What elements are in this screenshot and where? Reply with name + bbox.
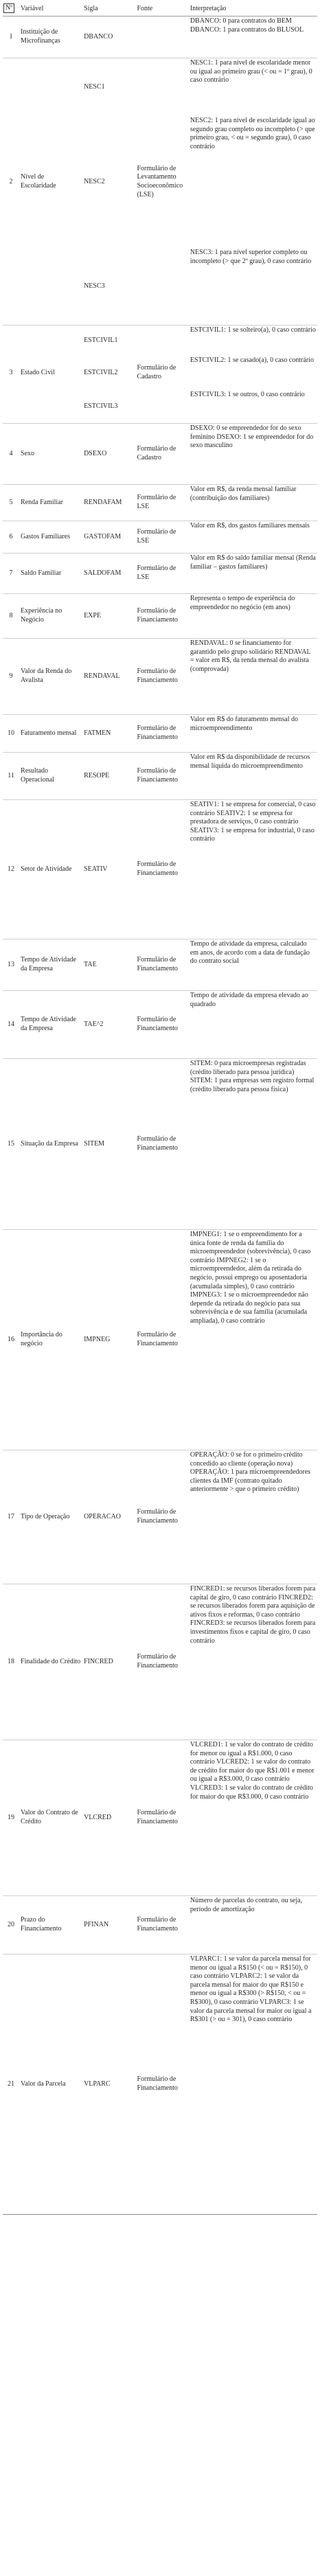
- row-interpretation: OPERAÇÃO: 0 se for o primeiro crédito concedido ao cliente (operação nova) OPERAÇÃO: 1 para microempreendedores clientes da IMF (contrato quitado anteriormente > que o primeiro crédito): [189, 1450, 317, 1584]
- row-interpretation: VLPARC1: 1 se valor da parcela mensal for menor ou igual a R$150 (< ou = R$150), 0 caso contrário VLPARC2: 1 se valor da parcela mensal for maior do que R$150 e menor ou igual a R$300 (> R$150, < ou = R$300), 0 caso contrário VLPARC3: 1 se valor da parcela mensal for maior ou igual a R$301 (> ou = 301), 0 caso contrário: [189, 1954, 317, 2215]
- header-variable: Variável: [19, 2, 82, 16]
- row-number: [3, 58, 19, 117]
- row-interpretation: Valor em R$ do saldo familiar mensal (Renda familiar – gastos familiares): [189, 554, 317, 594]
- row-interpretation: RENDAVAL: 0 se financiamento for garantido pelo grupo solidário RENDAVAL = valor em R$, da renda mensal do avalista (comprovada): [189, 639, 317, 715]
- row-interpretation: Valor em R$, da renda mensal familiar (contribuição dos familiares): [189, 485, 317, 521]
- row-interpretation: Valor em R$ da disponibilidade de recursos mensal líquida do microempreendimento: [189, 753, 317, 800]
- row-acronym: NESC3: [82, 248, 135, 326]
- row-acronym: DSEXO: [82, 424, 135, 485]
- table-row: [3, 390, 317, 424]
- row-number: 14: [3, 991, 19, 1059]
- table-row: [3, 424, 317, 485]
- row-variable: Valor do Contrato de Crédito: [19, 1740, 82, 1896]
- row-source: Formulário de Financiamento: [135, 639, 188, 715]
- row-number: 2: [9, 177, 13, 185]
- row-number: 4: [3, 424, 19, 485]
- row-number: 13: [3, 939, 19, 991]
- row-interpretation: NESC3: 1 para nível superior completo ou incompleto (> que 2º grau), 0 caso contrário: [189, 248, 317, 326]
- row-interpretation: DSEXO: 0 se empreendedor for do sexo feminino DSEXO: 1 se empreendedor for do sexo masculino: [189, 424, 317, 485]
- row-number: 18: [3, 1584, 19, 1740]
- row-acronym: RENDAVAL: [82, 639, 135, 715]
- row-number: 12: [3, 800, 19, 939]
- row-source: Formulário de Financiamento: [135, 1740, 188, 1896]
- row-interpretation: ESTCIVIL3: 1 se outros, 0 caso contrário: [189, 390, 317, 424]
- row-acronym: ESTCIVIL1: [84, 336, 118, 344]
- table-header-row: [3, 2, 317, 16]
- row-interpretation: SEATIV1: 1 se empresa for comercial, 0 caso contrário SEATIV2: 1 se empresa for prestadora de serviços, 0 caso contrário SEATIV3: 1 se empresa for industrial, 0 caso contrário: [189, 800, 317, 939]
- table-row: [3, 248, 317, 326]
- row-acronym: SITEM: [82, 1059, 135, 1230]
- row-interpretation: Representa o tempo de experiência do empreendedor no negócio (em anos): [189, 594, 317, 639]
- row-interpretation: Tempo de atividade da empresa elevado ao quadrado: [189, 991, 317, 1059]
- row-acronym: VLCRED: [82, 1740, 135, 1896]
- row-variable: [19, 390, 82, 424]
- header-interpretation: Interpretação: [189, 2, 317, 16]
- row-variable: Importância do negócio: [19, 1230, 82, 1450]
- row-acronym: TAE: [82, 939, 135, 991]
- row-source: Formulário de Financiamento: [135, 991, 188, 1059]
- row-source: Formulário de Levantamento Socioeconômico (LSE): [137, 164, 183, 198]
- table-row: [3, 594, 317, 639]
- table-row: [3, 1954, 317, 2215]
- row-source: Formulário de Cadastro: [135, 424, 188, 485]
- table-row: [3, 521, 317, 554]
- row-source: Formulário de Financiamento: [135, 1896, 188, 1954]
- row-interpretation: Número de parcelas do contrato, ou seja, período de amortização: [189, 1896, 317, 1954]
- row-interpretation: NESC1: 1 para nível de escolaridade menor ou igual ao primeiro grau (< ou = 1º grau), 0 caso contrário: [190, 59, 312, 84]
- table-row: [3, 1450, 317, 1584]
- row-source: [135, 16, 188, 58]
- row-acronym: RESOPE: [82, 753, 135, 800]
- row-acronym: FINCRED: [82, 1584, 135, 1740]
- row-variable: Situação da Empresa: [19, 1059, 82, 1230]
- row-variable: Tempo de Atividade da Empresa: [19, 991, 82, 1059]
- row-variable: [19, 58, 82, 117]
- row-number: 20: [3, 1896, 19, 1954]
- table-row: [3, 1059, 317, 1230]
- row-source: Formulário de LSE: [135, 554, 188, 594]
- row-number: 1: [3, 16, 19, 58]
- row-source: Formulário de Financiamento: [135, 1954, 188, 2215]
- row-acronym: EXPE: [82, 594, 135, 639]
- row-interpretation: ESTCIVIL2: 1 se casado(a), 0 caso contrário: [190, 356, 315, 364]
- row-acronym: VLPARC: [82, 1954, 135, 2215]
- row-variable: Faturamento mensal: [19, 715, 82, 753]
- row-variable: [19, 248, 82, 326]
- header-source: Fonte: [135, 2, 188, 16]
- row-variable: Estado Civil: [21, 368, 55, 376]
- header-number-label: Nº: [3, 3, 14, 13]
- row-number: 5: [3, 485, 19, 521]
- row-variable: Instituição de Microfinanças: [19, 16, 82, 58]
- row-source: Formulário de Financiamento: [135, 753, 188, 800]
- row-variable: Setor de Atividade: [19, 800, 82, 939]
- row-acronym: NESC1: [84, 82, 105, 91]
- row-interpretation: ESTCIVIL1: 1 se solteiro(a), 0 caso contrário: [190, 326, 316, 334]
- row-number: 15: [3, 1059, 19, 1230]
- table-row: [3, 639, 317, 715]
- table-row: [3, 554, 317, 594]
- row-source: Formulário de Financiamento: [135, 1230, 188, 1450]
- row-variable: Experiência no Negócio: [19, 594, 82, 639]
- row-interpretation: DBANCO: 0 para contratos do BEM DBANCO: 1 para contratos do BLUSOL: [189, 16, 317, 58]
- row-interpretation: Valor em R$ do faturamento mensal do microempreendimento: [189, 715, 317, 753]
- row-number: [3, 326, 19, 356]
- header-acronym: Sigla: [82, 2, 135, 16]
- row-interpretation: Tempo de atividade da empresa, calculado em anos, de acordo com a data de fundação do contrato social: [189, 939, 317, 991]
- row-acronym: SEATIV: [82, 800, 135, 939]
- row-acronym: PFINAN: [82, 1896, 135, 1954]
- row-number: 16: [3, 1230, 19, 1450]
- row-variable: Nível de Escolaridade: [21, 173, 56, 190]
- row-acronym: DBANCO: [82, 16, 135, 58]
- variables-table: [3, 2, 317, 2215]
- row-acronym: ESTCIVIL2: [84, 368, 118, 376]
- row-source: Formulário de LSE: [135, 485, 188, 521]
- variables-table-container: [3, 2, 317, 2215]
- row-variable: Finalidade do Crédito: [19, 1584, 82, 1740]
- row-source: Formulário de Financiamento: [135, 1450, 188, 1584]
- table-row: [3, 1896, 317, 1954]
- row-interpretation: VLCRED1: 1 se valor do contrato de crédito for menor ou igual a R$1.000, 0 caso contrário VLCRED2: 1 se valor do contrato de crédito for maior do que R$1.001 e menor ou igual a R$3.000, 0 caso contrário VLCRED3: 1 se valor do contrato de crédito for maior do que R$3.000, 0 caso contrário: [189, 1740, 317, 1896]
- row-number: 9: [3, 639, 19, 715]
- row-acronym: SALDOFAM: [82, 554, 135, 594]
- row-number: [3, 390, 19, 424]
- row-variable: Sexo: [19, 424, 82, 485]
- row-interpretation: NESC2: 1 para nível de escolaridade igual ao segundo grau completo ou incompleto (> que primeiro grau, < ou = segundo grau), 0 caso contrário: [190, 117, 315, 150]
- row-number: 21: [3, 1954, 19, 2215]
- row-source: Formulário de Cadastro: [137, 364, 176, 380]
- row-variable: Gastos Familiares: [19, 521, 82, 554]
- row-source: [135, 248, 188, 326]
- row-number: 8: [3, 594, 19, 639]
- row-source: [135, 58, 188, 117]
- row-number: 6: [3, 521, 19, 554]
- table-row: [3, 356, 317, 390]
- row-variable: Tempo de Atividade da Empresa: [19, 939, 82, 991]
- row-source: Formulário de Financiamento: [135, 1059, 188, 1230]
- table-row: [3, 116, 317, 248]
- row-number: 19: [3, 1740, 19, 1896]
- row-number: 17: [3, 1450, 19, 1584]
- table-row: [3, 1230, 317, 1450]
- row-source: Formulário de Financiamento: [135, 800, 188, 939]
- row-acronym: IMPNEG: [82, 1230, 135, 1450]
- row-number: [3, 248, 19, 326]
- row-source: [135, 326, 188, 356]
- table-row: [3, 16, 317, 58]
- row-interpretation: FINCRED1: se recursos liberados forem para capital de giro, 0 caso contrário FINCRED2: se recursos liberados forem para aquisição de ativos fixos e reformas, 0 caso contrário FINCRED3: se recursos liberados forem para investimentos fixos e capital de giro, 0 caso contrário: [189, 1584, 317, 1740]
- table-row: [3, 753, 317, 800]
- table-row: [3, 939, 317, 991]
- row-number: 10: [3, 715, 19, 753]
- row-source: Formulário de Financiamento: [135, 715, 188, 753]
- row-source: Formulário de Financiamento: [135, 939, 188, 991]
- table-row: [3, 800, 317, 939]
- row-acronym: GASTOFAM: [82, 521, 135, 554]
- row-source: [135, 390, 188, 424]
- row-interpretation: Valor em R$, dos gastos familiares mensais: [189, 521, 317, 554]
- table-row: [3, 991, 317, 1059]
- table-row: [3, 1740, 317, 1896]
- row-variable: Prazo do Financiamento: [19, 1896, 82, 1954]
- table-body: [3, 16, 317, 2215]
- header-number: [3, 2, 19, 16]
- row-source: Formulário de Financiamento: [135, 1584, 188, 1740]
- table-row: [3, 1584, 317, 1740]
- row-variable: [19, 326, 82, 356]
- row-acronym: FATMEN: [82, 715, 135, 753]
- row-source: Formulário de LSE: [135, 521, 188, 554]
- row-variable: Saldo Familiar: [19, 554, 82, 594]
- row-variable: Valor da Parcela: [19, 1954, 82, 2215]
- row-variable: Valor da Renda do Avalista: [19, 639, 82, 715]
- row-variable: Tipo de Operação: [19, 1450, 82, 1584]
- row-acronym: NESC2: [84, 177, 105, 185]
- row-number: 7: [3, 554, 19, 594]
- row-acronym: OPERACAO: [82, 1450, 135, 1584]
- table-row: [3, 485, 317, 521]
- row-source: Formulário de Financiamento: [135, 594, 188, 639]
- row-number: 3: [9, 368, 13, 376]
- row-number: 11: [3, 753, 19, 800]
- row-acronym: TAE^2: [82, 991, 135, 1059]
- table-row: [3, 326, 317, 356]
- row-variable: Renda Familiar: [19, 485, 82, 521]
- row-acronym: ESTCIVIL3: [82, 390, 135, 424]
- row-interpretation: IMPNEG1: 1 se o empreendimento for a única fonte de renda da família do microempreendedor (sobrevivência), 0 caso contrário IMPNEG2: 1 se o microempreendedor, além da retirada do negócio, possui emprego ou aposentadoria (acumulada simples), 0 caso contrário IMPNEG3: 1 se o microempreendedor não depende da retirada do negócio para sua sobrevivência e de sua família (acumulada ampliada), 0 caso contrário: [189, 1230, 317, 1450]
- row-interpretation: SITEM: 0 para microempresas registradas (crédito liberado para pessoa jurídica) SITEM: 1 para empresas sem registro formal (crédito liberado para pessoa física): [189, 1059, 317, 1230]
- row-acronym: RENDAFAM: [82, 485, 135, 521]
- row-variable: Resultado Operacional: [19, 753, 82, 800]
- table-row: [3, 715, 317, 753]
- table-row: [3, 58, 317, 117]
